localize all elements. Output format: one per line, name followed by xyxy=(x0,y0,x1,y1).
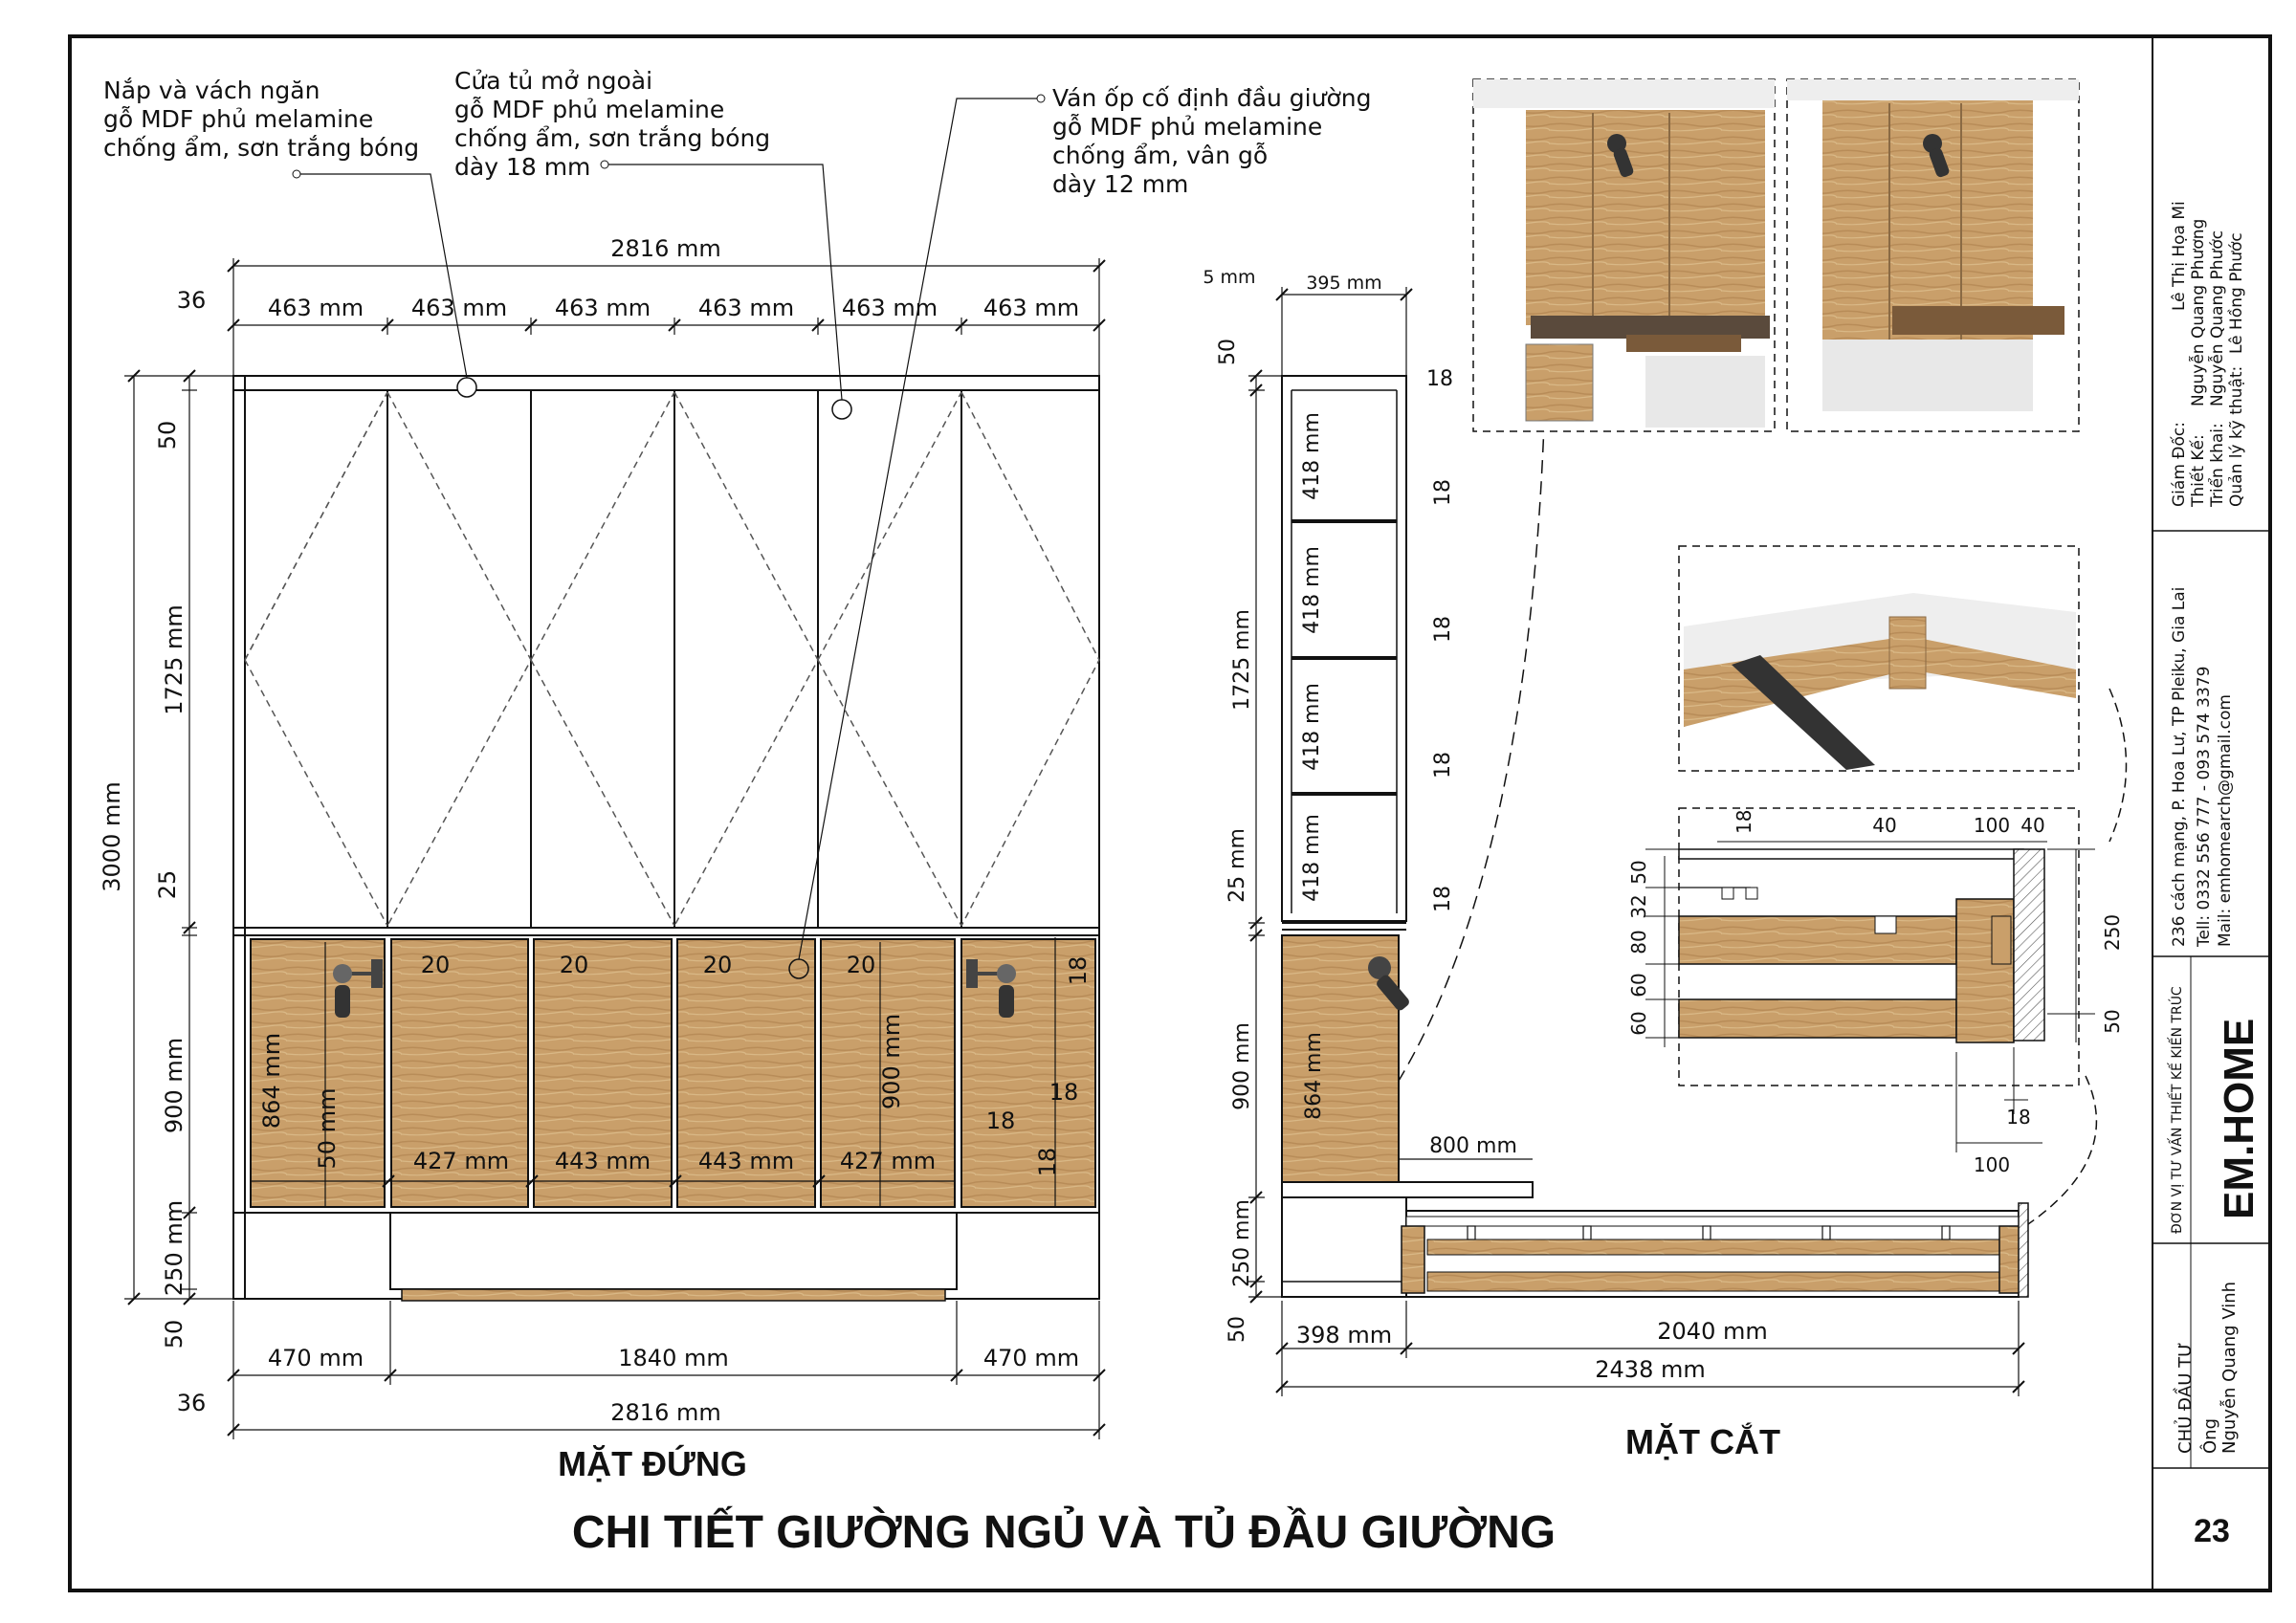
perspective-view-2 xyxy=(1787,79,2079,431)
sec-18-c: 18 xyxy=(1431,616,1455,643)
elev-door-1: 427 mm xyxy=(412,1148,510,1174)
elevation-drawing xyxy=(233,95,1099,1301)
elevation-label: MẶT ĐỨNG xyxy=(558,1444,747,1483)
elev-gap-2: 20 xyxy=(559,952,589,978)
detail-left-32: 32 xyxy=(1627,894,1650,919)
detail-right-50: 50 xyxy=(2101,1009,2124,1034)
detail-top-40b: 40 xyxy=(2020,814,2045,837)
note-panel-material: Ván ốp cố định đầu giường gỗ MDF phủ melamine chống ẩm, vân gỗ dày 12 mm xyxy=(1052,84,1372,198)
tb-role-3: Triển khai: xyxy=(2208,423,2227,507)
tb-role-1: Giám Đốc: xyxy=(2170,422,2189,507)
elev-top-offset: 36 xyxy=(176,287,207,314)
tb-mail: Mail: emhomearch@gmail.com xyxy=(2216,694,2235,947)
detail-top-100: 100 xyxy=(1973,814,2011,837)
elev-bay-2: 463 mm xyxy=(410,295,508,321)
sec-left-50b: 50 xyxy=(1225,1316,1249,1343)
elev-18-b: 18 xyxy=(1049,1079,1079,1106)
sec-2438: 2438 mm xyxy=(1595,1356,1706,1383)
elev-door-4: 427 mm xyxy=(839,1148,937,1174)
elev-bot-1840: 1840 mm xyxy=(618,1345,729,1371)
sec-5mm: 5 mm xyxy=(1203,267,1256,288)
elev-bot-470a: 470 mm xyxy=(267,1345,364,1371)
section-label: MẶT CẮT xyxy=(1625,1422,1780,1461)
detail-right-250: 250 xyxy=(2101,913,2124,952)
sec-18-e: 18 xyxy=(1431,886,1455,912)
sec-18-d: 18 xyxy=(1431,752,1455,779)
detail-top-40a: 40 xyxy=(1872,814,1897,837)
joint-detail xyxy=(1645,808,2095,1152)
sec-shelf-2: 418 mm xyxy=(1300,546,1324,634)
elev-bay-3: 463 mm xyxy=(554,295,651,321)
sec-2040: 2040 mm xyxy=(1657,1318,1768,1345)
elev-top-total: 2816 mm xyxy=(610,235,721,262)
elev-18-a: 18 xyxy=(1065,955,1092,986)
tb-brand: EM.HOME xyxy=(2216,1018,2263,1219)
tb-name-1: Lê Thị Họa Mi xyxy=(2170,201,2189,311)
sec-left-900: 900 mm xyxy=(1230,1022,1254,1110)
elev-bay-4: 463 mm xyxy=(697,295,795,321)
elev-bay-6: 463 mm xyxy=(982,295,1080,321)
elev-18-d: 18 xyxy=(1034,1147,1061,1177)
detail-bot-18: 18 xyxy=(2006,1106,2031,1129)
title-block xyxy=(2167,201,2263,1549)
sec-left-50: 50 xyxy=(1216,339,1240,365)
detail-left-60b: 60 xyxy=(1627,1011,1650,1036)
elev-inner-900: 900 mm xyxy=(878,1013,905,1110)
elev-left-50: 50 xyxy=(154,420,181,450)
sec-395mm: 395 mm xyxy=(1306,273,1382,294)
elev-left-250: 250 mm xyxy=(161,1199,188,1297)
tb-address: 236 cách mạng, P. Hoa Lư, TP Pleiku, Gia Lai xyxy=(2170,586,2189,947)
sec-18-a: 18 xyxy=(1426,367,1453,391)
elev-inner-864: 864 mm xyxy=(258,1032,285,1130)
elev-gap-3: 20 xyxy=(702,952,733,978)
tb-name-4: Lê Hồng Phước xyxy=(2227,232,2246,354)
tb-role-2: Thiết Kế: xyxy=(2189,434,2208,507)
sec-left-1725: 1725 mm xyxy=(1230,609,1254,711)
elev-left-1725: 1725 mm xyxy=(161,604,188,715)
elev-gap-1: 20 xyxy=(420,952,451,978)
elev-bot-total: 2816 mm xyxy=(610,1399,721,1426)
perspective-view-3 xyxy=(1679,546,2079,771)
sec-shelf-4: 418 mm xyxy=(1300,814,1324,902)
tb-role-4: Quản lý kỹ thuật: xyxy=(2227,365,2246,507)
tb-company-label: ĐƠN VỊ TƯ VẤN THIẾT KẾ KIẾN TRÚC xyxy=(2170,986,2185,1234)
perspective-view-1 xyxy=(1473,79,1775,431)
detail-top-18: 18 xyxy=(1733,809,1755,834)
tb-tel: Tell: 0332 556 777 - 093 574 3379 xyxy=(2195,666,2214,947)
elev-bay-1: 463 mm xyxy=(267,295,364,321)
elev-gap-4: 20 xyxy=(846,952,876,978)
sec-398: 398 mm xyxy=(1295,1322,1393,1349)
sec-800: 800 mm xyxy=(1429,1134,1517,1158)
elev-inner-50: 50 mm xyxy=(314,1087,341,1170)
detail-left-60a: 60 xyxy=(1627,973,1650,998)
elev-left-25: 25 xyxy=(154,869,181,900)
tb-owner-name-1: Ông xyxy=(2200,1417,2220,1454)
tb-owner-name-2: Nguyễn Quang Vinh xyxy=(2219,1281,2240,1454)
detail-left-80: 80 xyxy=(1627,930,1650,954)
tb-page-number: 23 xyxy=(2194,1513,2230,1549)
elev-18-c: 18 xyxy=(985,1108,1016,1134)
elev-left-50b: 50 xyxy=(161,1319,188,1349)
tb-owner-label: CHỦ ĐẦU TƯ xyxy=(2175,1342,2196,1454)
sec-shelf-3: 418 mm xyxy=(1300,683,1324,771)
elev-left-total: 3000 mm xyxy=(99,781,125,892)
elev-bot-offset: 36 xyxy=(176,1390,207,1416)
elev-door-3: 443 mm xyxy=(697,1148,795,1174)
tb-name-3: Nguyễn Quang Phước xyxy=(2208,230,2227,406)
elev-left-900: 900 mm xyxy=(161,1037,188,1134)
sec-shelf-1: 418 mm xyxy=(1300,412,1324,500)
elev-door-2: 443 mm xyxy=(554,1148,651,1174)
note-lid-material: Nắp và vách ngăn gỗ MDF phủ melamine chống ẩm, sơn trắng bóng xyxy=(103,77,420,162)
tb-name-2: Nguyễn Quang Phương xyxy=(2189,218,2208,406)
note-door-material: Cửa tủ mở ngoài gỗ MDF phủ melamine chống ẩm, sơn trắng bóng dày 18 mm xyxy=(454,67,771,181)
sec-left-250: 250 mm xyxy=(1230,1199,1254,1287)
sec-lower-864: 864 mm xyxy=(1302,1032,1326,1120)
sec-18-b: 18 xyxy=(1431,479,1455,506)
main-title: CHI TIẾT GIƯỜNG NGỦ VÀ TỦ ĐẦU GIƯỜNG xyxy=(571,1507,1556,1558)
sec-left-25: 25 mm xyxy=(1225,828,1249,903)
detail-bot-100: 100 xyxy=(1973,1153,2011,1176)
detail-left-50: 50 xyxy=(1627,860,1650,885)
elev-bay-5: 463 mm xyxy=(841,295,938,321)
elev-bot-470b: 470 mm xyxy=(982,1345,1080,1371)
